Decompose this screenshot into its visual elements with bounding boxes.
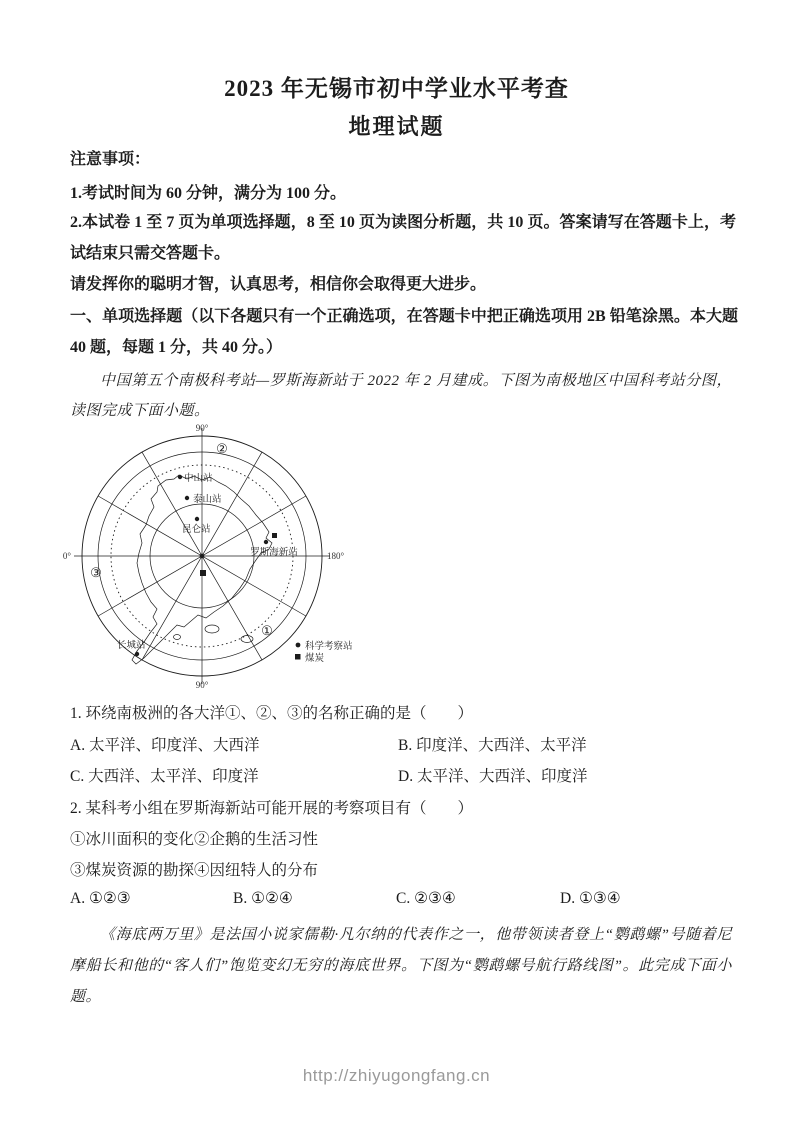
- coastal-island: [241, 636, 253, 643]
- legend-coal-symbol: [295, 654, 301, 660]
- q2-option-a-text: ①②③: [88, 890, 131, 907]
- notice-item-1: 1.考试时间为 60 分钟，满分为 100 分。: [70, 185, 347, 202]
- q2-option-a-key: A.: [70, 890, 86, 907]
- legend-station-symbol: [296, 643, 301, 648]
- watermark-url: http://zhiyugongfang.cn: [302, 1066, 491, 1085]
- q2-option-c-key: C.: [396, 890, 411, 907]
- map-legend: [295, 640, 353, 664]
- zhongshan-station-label: 中山站: [184, 474, 213, 484]
- changcheng-station-label: 长城站: [117, 641, 146, 651]
- q2-option-c-text: ②③④: [414, 890, 456, 907]
- legend-station-label: 科学考察站: [305, 642, 353, 652]
- coal-marker-inland: [200, 570, 206, 576]
- q2-option-c: [396, 889, 456, 908]
- passage-nautilus: 《海底两万里》是法国小说家儒勒·凡尔纳的代表作之一，他带领读者登上“鹦鹉螺”号随着尼摩船长和他的“客人们”饱览变幻无穷的海底世界。下图为“鹦鹉螺号航行路线图”。此完成下面小题。: [70, 927, 732, 1005]
- kunlun-station-label: 昆仑站: [182, 525, 211, 535]
- q1-option-b: [398, 733, 587, 755]
- q1-option-b-text: 印度洋、大西洋、太平洋: [416, 737, 587, 754]
- q1-option-d-key: D.: [398, 768, 414, 785]
- q1-option-d: [398, 764, 587, 786]
- taishan-station-label: 泰山站: [193, 495, 222, 505]
- coal-marker-ross: [272, 533, 277, 538]
- changcheng-station-dot: [135, 652, 139, 656]
- section-heading: 一、单项选择题（以下各题只有一个正确选项，在答题卡中把正确选项用 2B 铅笔涂黑。本大题 40 题，每题 1 分，共 40 分。）: [70, 308, 738, 356]
- q1-option-d-text: 太平洋、大西洋、印度洋: [416, 768, 588, 785]
- rosshai-station-dot: [264, 540, 268, 544]
- coastal-island: [174, 635, 181, 640]
- notice-item-2: 2.本试卷 1 至 7 页为单项选择题，8 至 10 页为读图分析题，共 10 页。答案请写在答题卡上，考试结束只需交答题卡。: [70, 214, 736, 262]
- south-pole-point: [200, 554, 205, 559]
- q1-option-a-key: A.: [70, 737, 86, 754]
- rosshai-station-label: 罗斯海新站: [250, 548, 298, 558]
- q2-option-b: [233, 889, 293, 908]
- q2-option-d: [560, 889, 621, 908]
- meridian-label-left: 0°: [62, 551, 71, 561]
- q1-option-a-text: 太平洋、印度洋、大西洋: [88, 737, 260, 754]
- q1-option-a: [70, 733, 259, 755]
- page-title: 2023 年无锡市初中学业水平考查: [224, 76, 569, 101]
- q1-option-c: [70, 764, 259, 786]
- zhongshan-station-dot: [178, 475, 182, 479]
- kunlun-station-dot: [195, 517, 199, 521]
- ocean-marker-1: ①: [261, 623, 273, 638]
- passage-antarctic: 中国第五个南极科考站—罗斯海新站于 2022 年 2 月建成。下图为南极地区中国科考站分图，读图完成下面小题。: [70, 373, 732, 419]
- question-2-text: 2. 某科考小组在罗斯海新站可能开展的考察项目有（ ）: [70, 800, 474, 817]
- notice-encouragement: 请发挥你的聪明才智，认真思考，相信你会取得更大进步。: [70, 276, 487, 293]
- ocean-marker-2: ②: [216, 441, 228, 456]
- q1-option-c-key: C.: [70, 768, 85, 785]
- q2-option-d-text: ①③④: [578, 890, 621, 907]
- q2-option-b-text: ①②④: [251, 890, 293, 907]
- question-1-text: 1. 环绕南极洲的各大洋①、②、③的名称正确的是（ ）: [70, 705, 474, 722]
- q2-option-b-key: B.: [233, 890, 248, 907]
- q2-option-a: [70, 889, 131, 908]
- page-subtitle: 地理试题: [348, 114, 445, 139]
- q1-option-b-key: B.: [398, 737, 413, 754]
- coastal-island: [205, 625, 219, 633]
- q2-subitems-1: ①冰川面积的变化②企鹅的生活习性: [70, 831, 319, 848]
- q1-option-c-text: 大西洋、太平洋、印度洋: [88, 768, 259, 785]
- q2-option-d-key: D.: [560, 890, 576, 907]
- meridian-label-bottom: 90°: [195, 680, 209, 690]
- meridian-label-right: 180°: [327, 551, 345, 561]
- taishan-station-dot: [185, 496, 189, 500]
- notice-heading: 注意事项：: [70, 151, 151, 168]
- meridian-label-top: 90°: [195, 423, 209, 433]
- ocean-marker-3: ③: [90, 565, 102, 580]
- antarctica-map-figure: [55, 420, 355, 703]
- legend-coal-label: 煤炭: [305, 654, 325, 664]
- q2-subitems-2: ③煤炭资源的勘探④因纽特人的分布: [70, 862, 319, 879]
